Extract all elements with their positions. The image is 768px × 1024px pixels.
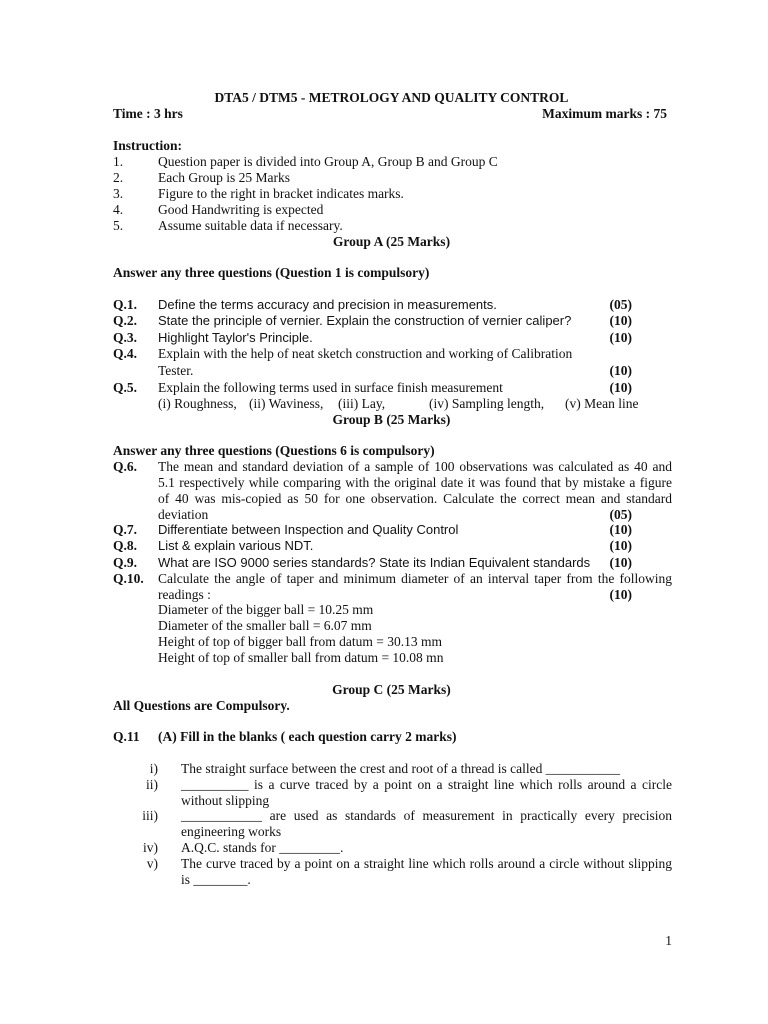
instruction-num: 5. [113,218,124,233]
blank-text: ____________ are used as standards of measurement in practically every precision [181,808,672,823]
question-text: List & explain various NDT. [158,538,314,553]
question-marks: (05) [609,297,632,312]
max-marks-label: Maximum marks : 75 [542,106,667,121]
question-text-continuation: Tester. [158,363,194,378]
question-text-continuation: deviation [158,507,209,522]
question-marks: (10) [609,587,632,602]
time-label: Time : 3 hrs [113,106,183,121]
blank-number: i) [149,761,158,776]
instruction-num: 3. [113,186,124,201]
question-marks: (10) [609,363,632,378]
blank-text: The straight surface between the crest and root of a thread is called ___________ [181,761,620,776]
group-b-heading: Group B (25 Marks) [332,412,451,427]
term-mean-line: (v) Mean line [565,396,639,411]
paper-title: DTA5 / DTM5 - METROLOGY AND QUALITY CONTROL [214,90,569,105]
question-text: Highlight Taylor's Principle. [158,330,313,345]
instruction-text: Figure to the right in bracket indicates marks. [158,186,404,201]
term-waviness: (ii) Waviness, [249,396,324,411]
instruction-text: Each Group is 25 Marks [158,170,290,185]
question-text-continuation: of 40 was mis-copied as 50 for one observation. Calculate the correct mean and standard [158,491,672,506]
question-number: Q.7. [113,522,138,537]
blank-number: iii) [142,808,158,823]
instruction-text: Assume suitable data if necessary. [158,218,343,233]
question-number: Q.3. [113,330,138,345]
question-text: What are ISO 9000 series standards? State its Indian Equivalent standards [158,555,591,570]
question-text: Explain with the help of neat sketch construction and working of Calibration [158,346,573,361]
group-c-instruction: All Questions are Compulsory. [113,698,290,713]
blank-text-continuation: without slipping [181,793,270,808]
question-text: Calculate the angle of taper and minimum diameter of an interval taper from the following [158,571,672,586]
question-marks: (10) [609,330,632,345]
question-number: Q.9. [113,555,138,570]
blank-text-continuation: is ________. [181,872,251,887]
question-number: Q.5. [113,380,138,395]
question-text: Explain the following terms used in surface finish measurement [158,380,503,395]
instruction-text: Good Handwriting is expected [158,202,324,217]
term-roughness: (i) Roughness, [158,396,237,411]
term-sampling-length: (iv) Sampling length, [429,396,545,411]
question-number: Q.4. [113,346,138,361]
group-c-heading: Group C (25 Marks) [332,682,451,697]
group-a-heading: Group A (25 Marks) [332,234,451,249]
question-number: Q.11 [113,729,140,744]
blank-text: The curve traced by a point on a straight line which rolls around a circle without slipping [181,856,672,871]
question-marks: (10) [609,313,632,328]
blank-text: __________ is a curve traced by a point on a straight line which rolls around a circle [181,777,672,792]
question-number: Q.6. [113,459,138,474]
question-number: Q.2. [113,313,138,328]
question-marks: (05) [609,507,632,522]
group-b-instruction: Answer any three questions (Questions 6 is compulsory) [113,443,435,458]
question-text: The mean and standard deviation of a sample of 100 observations was calculated as 40 and [158,459,672,474]
instruction-text: Question paper is divided into Group A, Group B and Group C [158,154,498,169]
question-marks: (10) [609,555,632,570]
question-number: Q.10. [113,571,144,586]
reading-line: Diameter of the smaller ball = 6.07 mm [158,618,372,633]
blank-text: A.Q.C. stands for _________. [181,840,344,855]
question-text-continuation: 5.1 respectively while comparing with the original date it was found that by mistake a figure [158,475,672,490]
page-number: 1 [665,933,672,948]
instruction-num: 4. [113,202,124,217]
question-text: (A) Fill in the blanks ( each question carry 2 marks) [158,729,457,744]
instruction-heading: Instruction: [113,138,183,153]
question-text: Define the terms accuracy and precision in measurements. [158,297,497,312]
blank-text-continuation: engineering works [181,824,282,839]
question-text-continuation: readings : [158,587,211,602]
blank-number: iv) [143,840,158,855]
instruction-num: 1. [113,154,124,169]
group-a-instruction: Answer any three questions (Question 1 is compulsory) [113,265,430,280]
term-lay: (iii) Lay, [338,396,386,411]
question-text: State the principle of vernier. Explain the construction of vernier caliper? [158,313,572,328]
question-marks: (10) [609,538,632,553]
blank-number: ii) [146,777,158,792]
question-number: Q.1. [113,297,138,312]
question-marks: (10) [609,380,632,395]
question-marks: (10) [609,522,632,537]
instruction-num: 2. [113,170,124,185]
question-text: Differentiate between Inspection and Quality Control [158,522,459,537]
reading-line: Diameter of the bigger ball = 10.25 mm [158,602,374,617]
blank-number: v) [146,856,158,871]
reading-line: Height of top of bigger ball from datum = 30.13 mm [158,634,442,649]
reading-line: Height of top of smaller ball from datum = 10.08 mn [158,650,444,665]
question-number: Q.8. [113,538,138,553]
